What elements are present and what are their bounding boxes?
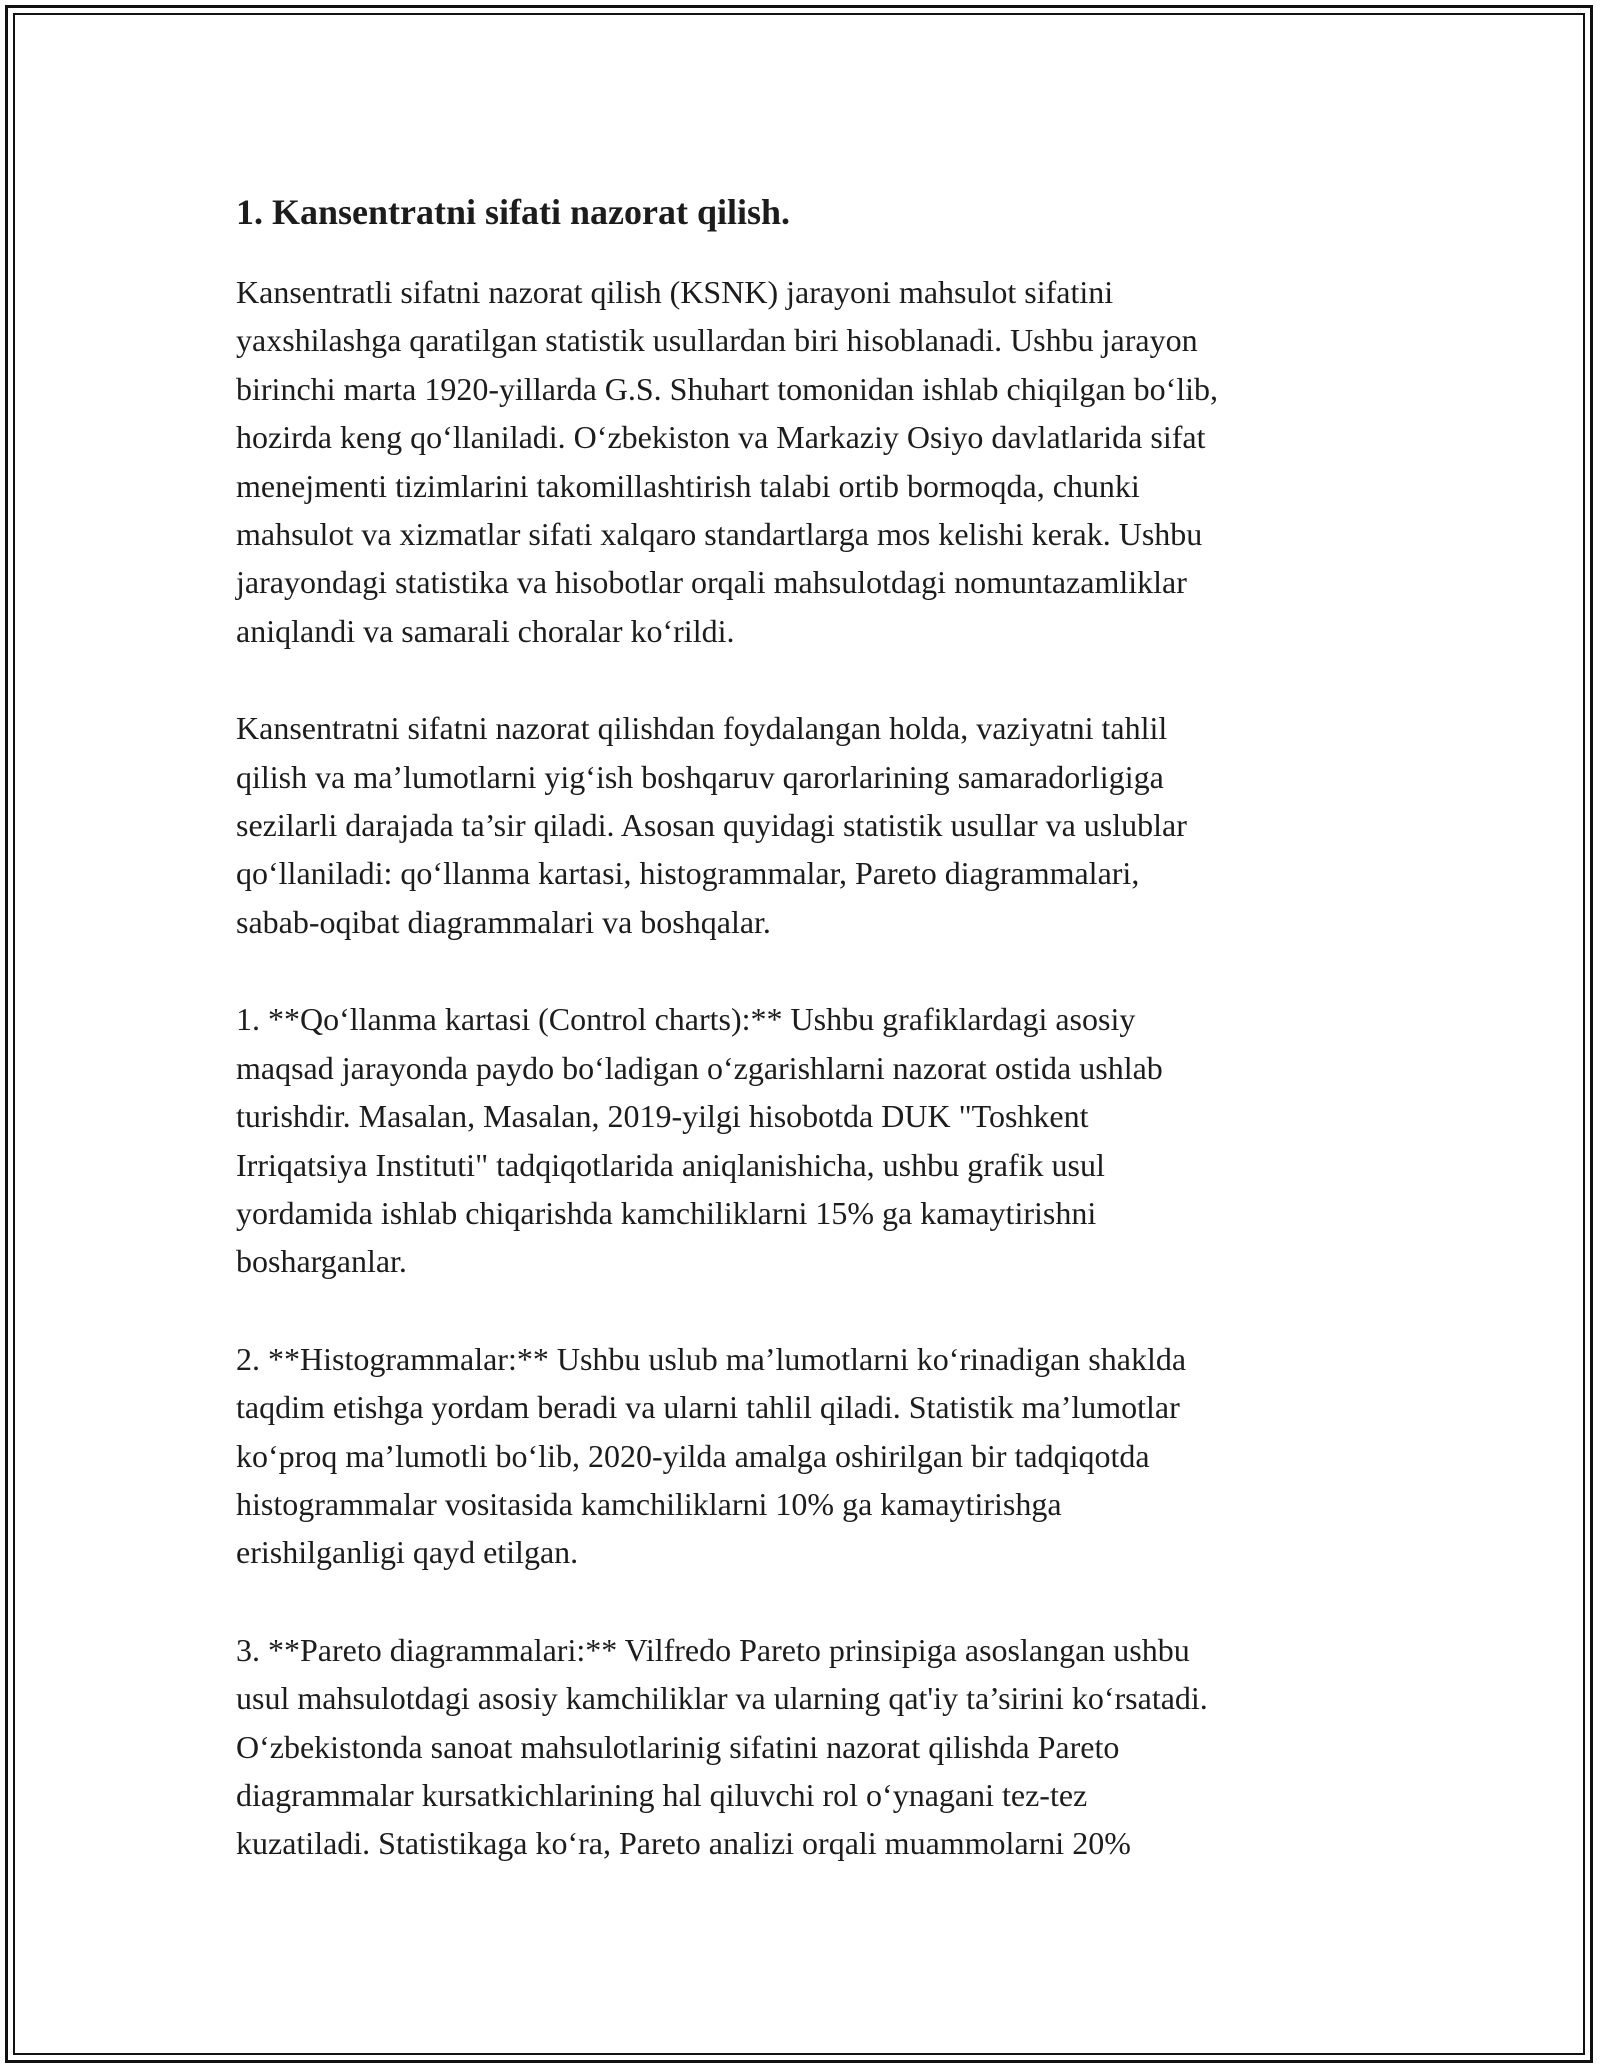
text-line: diagrammalar kursatkichlarining hal qiluvchi rol o‘ynagani tez-tez xyxy=(236,1776,1088,1813)
text-line: aniqlandi va samarali choralar ko‘rildi. xyxy=(236,612,735,649)
text-line: ko‘proq ma’lumotli bo‘lib, 2020-yilda amalga oshirilgan bir tadqiqotda xyxy=(236,1437,1150,1474)
text-line: 2. **Histogrammalar:** Ushbu uslub ma’lumotlarni ko‘rinadigan shaklda xyxy=(236,1340,1187,1377)
text-line: Kansentratni sifatni nazorat qilishdan foydalangan holda, vaziyatni tahlil xyxy=(236,710,1168,747)
paragraph-pareto xyxy=(236,1626,1366,1868)
text-line: usul mahsulotdagi asosiy kamchiliklar va ularning qat'iy ta’sirini ko‘rsatadi. xyxy=(236,1680,1208,1717)
text-line: jarayondagi statistika va hisobotlar orqali mahsulotdagi nomuntazamliklar xyxy=(236,564,1187,601)
text-line: hozirda keng qo‘llaniladi. O‘zbekiston va Markaziy Osiyo davlatlarida sifat xyxy=(236,419,1206,456)
text-line: qilish va ma’lumotlarni yig‘ish boshqaruv qarorlarining samaradorligiga xyxy=(236,758,1164,795)
text-line: histogrammalar vositasida kamchiliklarni 10% ga kamaytirishga xyxy=(236,1485,1062,1522)
text-line: Irriqatsiya Instituti" tadqiqotlarida aniqlanishicha, ushbu grafik usul xyxy=(236,1146,1105,1183)
text-line: yordamida ishlab chiqarishda kamchiliklarni 15% ga kamaytirishni xyxy=(236,1194,1097,1231)
text-line: Kansentratli sifatni nazorat qilish (KSNK) jarayoni mahsulot sifatini xyxy=(236,274,1114,310)
text-line: birinchi marta 1920-yillarda G.S. Shuhart tomonidan ishlab chiqilgan bo‘lib, xyxy=(236,370,1219,407)
paragraph-methods xyxy=(236,704,1366,946)
document-body xyxy=(236,190,1366,1868)
text-line: sabab-oqibat diagrammalari va boshqalar. xyxy=(236,903,771,940)
text-line: mahsulot va xizmatlar sifati xalqaro standartlarga mos kelishi kerak. Ushbu xyxy=(236,516,1203,553)
text-line: maqsad jarayonda paydo bo‘ladigan o‘zgarishlarni nazorat ostida ushlab xyxy=(236,1049,1163,1086)
paragraph-histograms xyxy=(236,1335,1366,1577)
text-line: 3. **Pareto diagrammalari:** Vilfredo Pareto prinsipiga asoslangan ushbu xyxy=(236,1631,1190,1668)
text-line: 1. **Qo‘llanma kartasi (Control charts):** Ushbu grafiklardagi asosiy xyxy=(236,1001,1136,1038)
paragraph-control-charts xyxy=(236,995,1366,1285)
text-line: qo‘llaniladi: qo‘llanma kartasi, histogrammalar, Pareto diagrammalari, xyxy=(236,855,1140,892)
text-line: yaxshilashga qaratilgan statistik usullardan biri hisoblanadi. Ushbu jarayon xyxy=(236,322,1198,359)
text-line: turishdir. Masalan, Masalan, 2019-yilgi hisobotda DUK "Toshkent xyxy=(236,1098,1089,1135)
text-line: erishilganligi qayd etilgan. xyxy=(236,1534,579,1571)
text-line: taqdim etishga yordam beradi va ularni tahlil qiladi. Statistik ma’lumotlar xyxy=(236,1389,1180,1426)
text-line: O‘zbekistonda sanoat mahsulotlarinig sifatini nazorat qilishda Pareto xyxy=(236,1728,1120,1765)
text-line: bosharganlar. xyxy=(236,1243,407,1280)
text-line: sezilarli darajada ta’sir qiladi. Asosan quyidagi statistik usullar va uslublar xyxy=(236,807,1187,844)
section-heading: 1. Kansentratni sifati nazorat qilish. xyxy=(236,192,791,232)
paragraph-intro xyxy=(236,268,1366,655)
text-line: kuzatiladi. Statistikaga ko‘ra, Pareto analizi orqali muammolarni 20% xyxy=(236,1825,1131,1862)
text-line: menejmenti tizimlarini takomillashtirish talabi ortib bormoqda, chunki xyxy=(236,467,1140,504)
